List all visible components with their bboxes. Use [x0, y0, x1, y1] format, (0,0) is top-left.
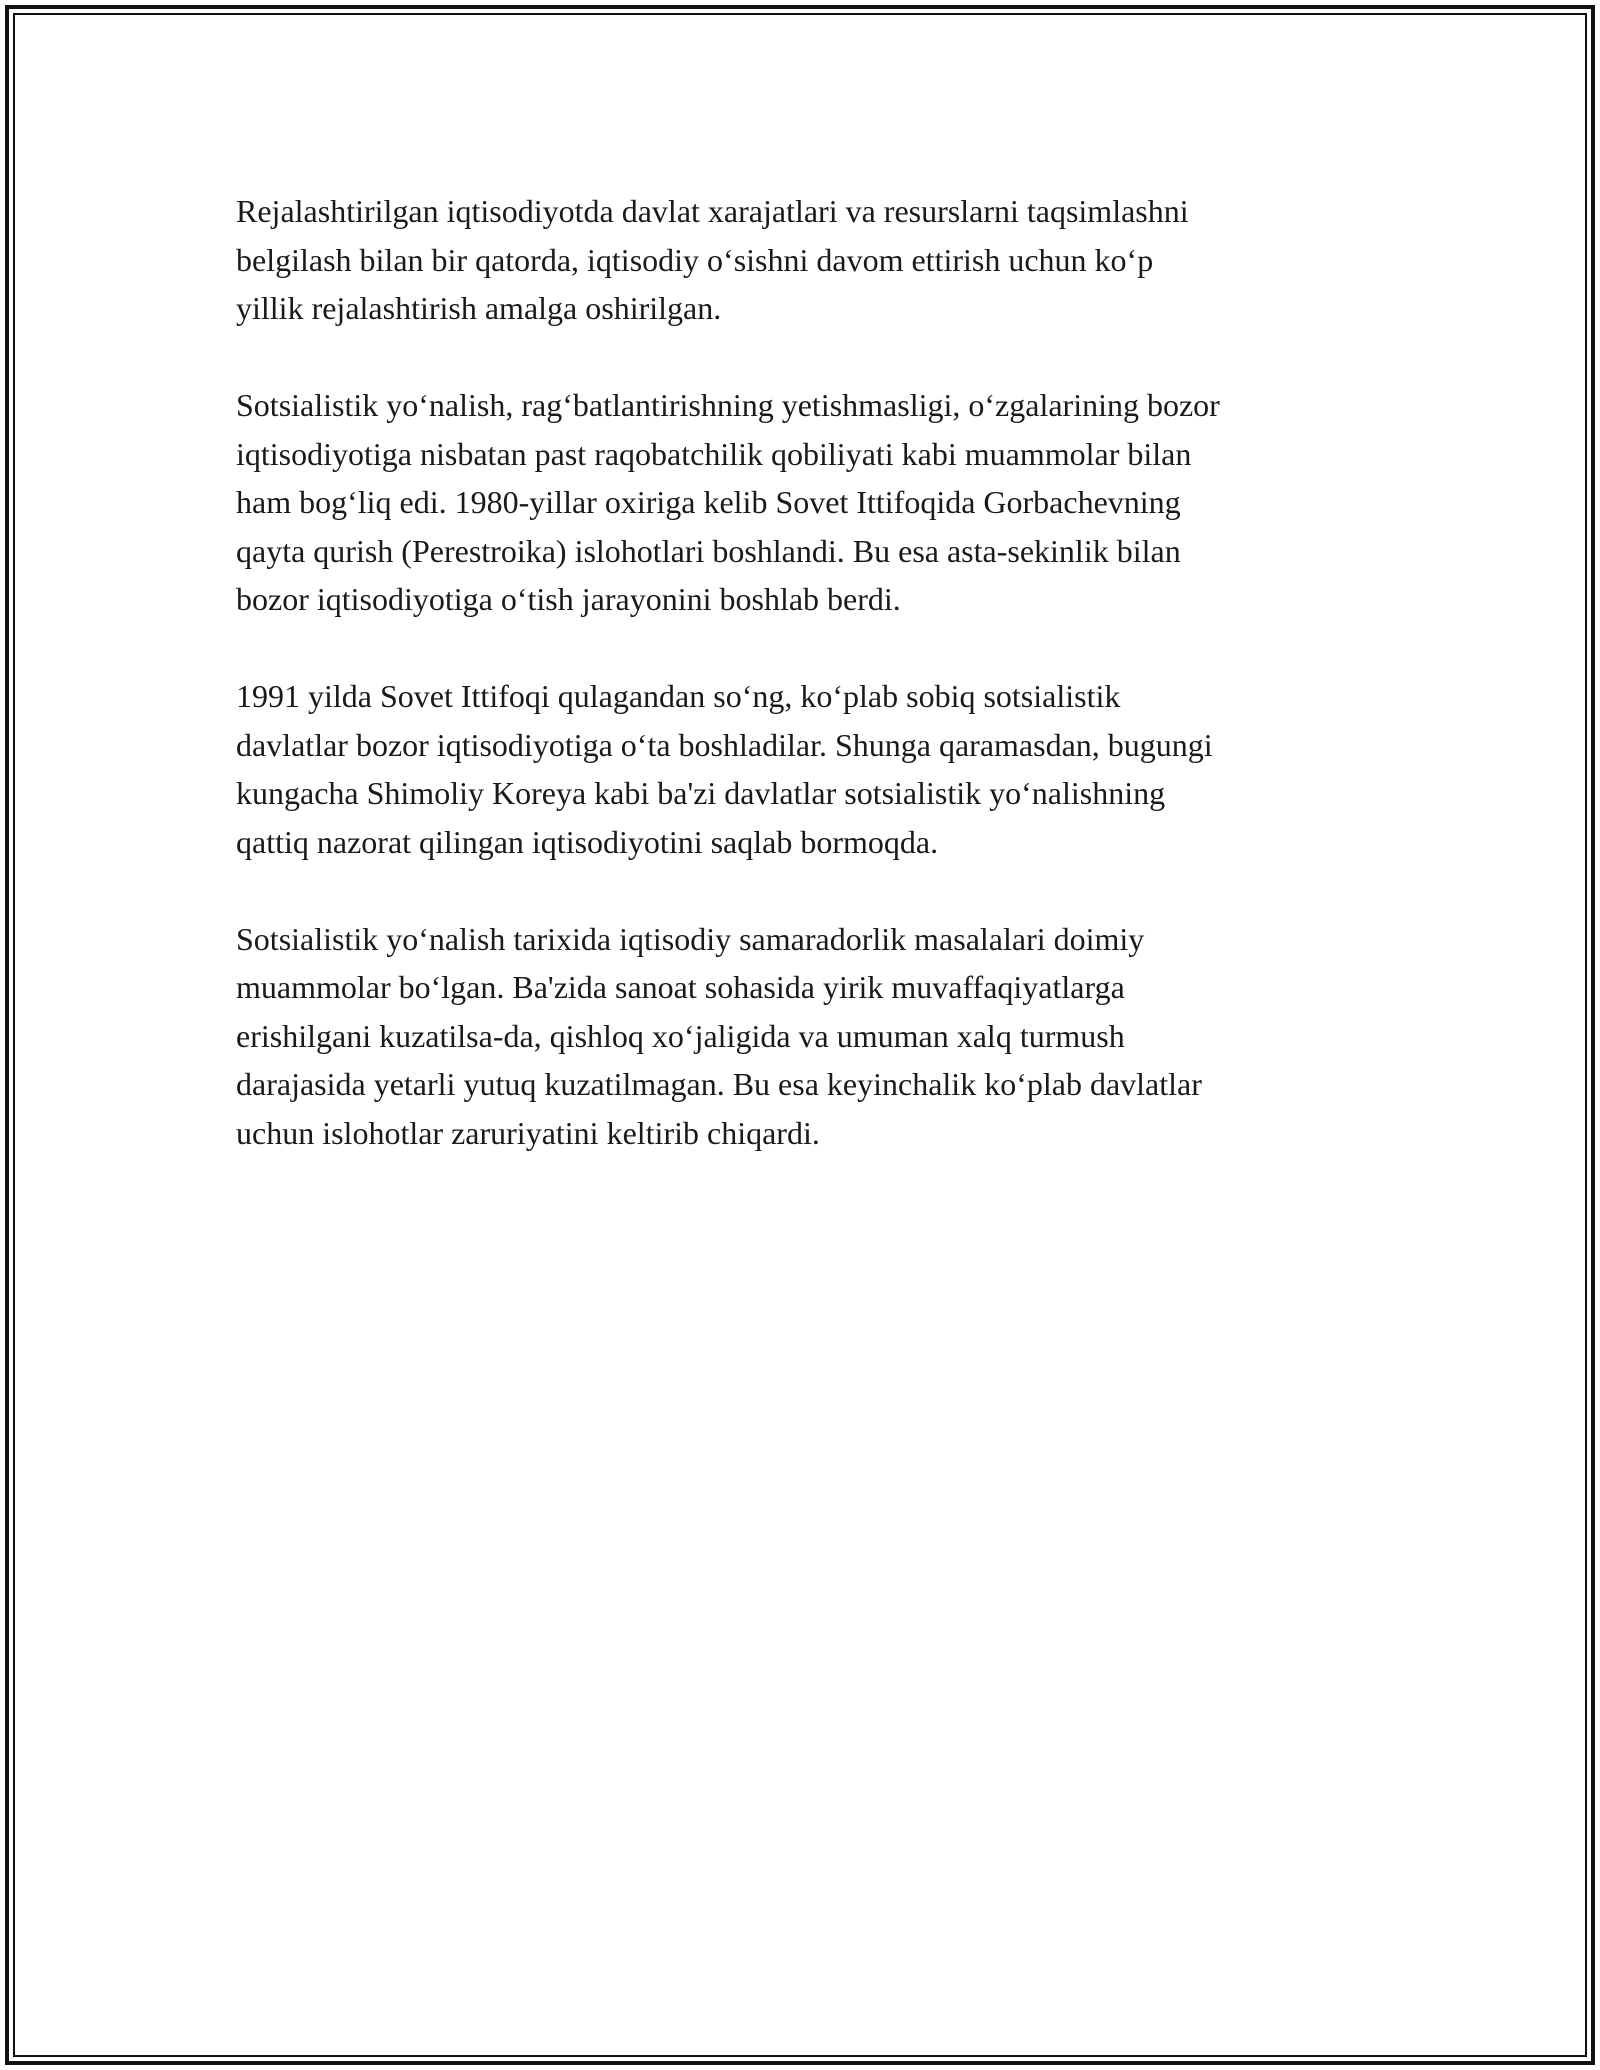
paragraph-3: 1991 yilda Sovet Ittifoqi qulagandan soʻng, koʻplab sobiq sotsialistik davlatlar bozor iqtisodiyotiga oʻta boshladilar. Shunga qaramasdan, bugungi kungacha Shimoliy Koreya kabi ba'zi davlatlar sotsialistik yoʻnalishning qattiq nazorat qilingan iqtisodiyotini saqlab bormoqda. [236, 678, 1213, 860]
document-body [236, 187, 1376, 1206]
paragraph-1: Rejalashtirilgan iqtisodiyotda davlat xarajatlari va resurslarni taqsimlashni belgilash bilan bir qatorda, iqtisodiy oʻsishni davom ettirish uchun koʻp yillik rejalashtirish amalga oshirilgan. [236, 193, 1189, 326]
paragraph-4: Sotsialistik yoʻnalish tarixida iqtisodiy samaradorlik masalalari doimiy muammolar boʻlgan. Ba'zida sanoat sohasida yirik muvaffaqiyatlarga erishilgani kuzatilsa-da, qishloq xoʻjaligida va umuman xalq turmush darajasida yetarli yutuq kuzatilmagan. Bu esa keyinchalik koʻplab davlatlar uchun islohotlar zaruriyatini keltirib chiqardi. [236, 920, 1202, 1151]
paragraph-2: Sotsialistik yoʻnalish, ragʻbatlantirishning yetishmasligi, oʻzgalarining bozor iqtisodiyotiga nisbatan past raqobatchilik qobiliyati kabi muammolar bilan ham bogʻliq edi. 1980-yillar oxiriga kelib Sovet Ittifoqida Gorbachevning qayta qurish (Perestroika) islohotlari boshlandi. Bu esa asta-sekinlik bilan bozor iqtisodiyotiga oʻtish jarayonini boshlab berdi. [236, 387, 1220, 617]
